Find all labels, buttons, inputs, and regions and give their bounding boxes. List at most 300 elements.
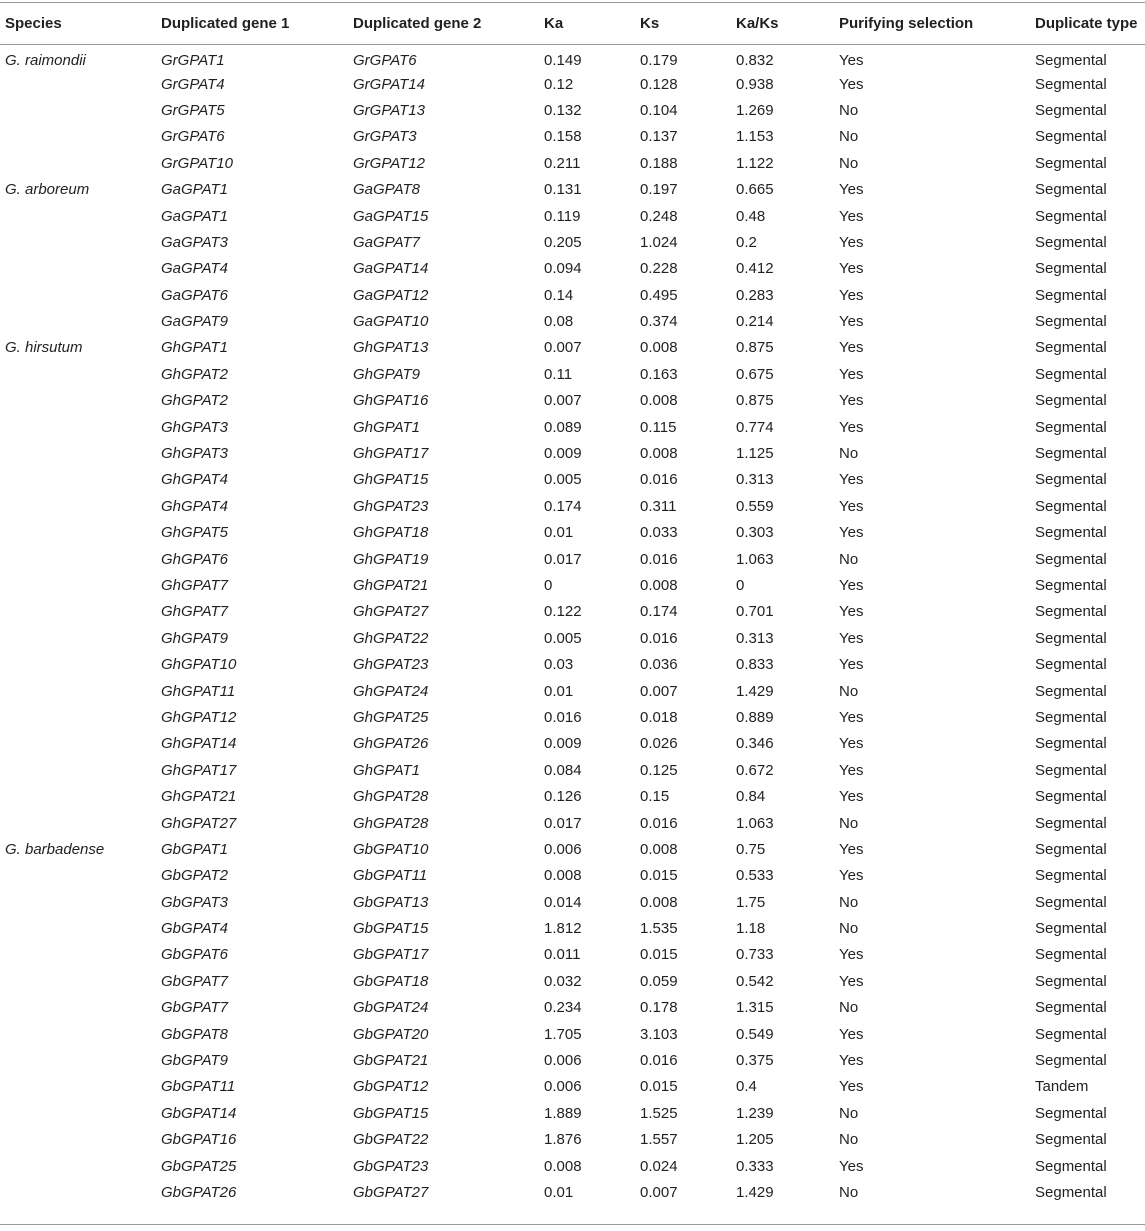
duplicate-type-cell: Segmental [1035, 101, 1107, 119]
kaks-cell: 1.269 [736, 101, 774, 119]
duplicate-type-cell: Segmental [1035, 1052, 1107, 1070]
ks-cell: 0.015 [640, 1078, 678, 1096]
table-row [0, 625, 1145, 651]
species-cell [0, 942, 156, 968]
table-row [0, 942, 1145, 968]
gene2-cell: GhGPAT26 [353, 735, 429, 753]
ka-cell: 0.094 [544, 260, 582, 278]
header-row [0, 3, 1145, 45]
kaks-cell: 0.774 [736, 418, 774, 436]
ks-cell: 0.197 [640, 181, 678, 199]
ks-cell: 0.008 [640, 893, 678, 911]
species-cell [0, 1074, 156, 1100]
gene1-cell: GaGPAT3 [161, 233, 228, 251]
gene2-cell: GhGPAT21 [353, 577, 429, 594]
ks-cell: 0.495 [640, 286, 678, 304]
ks-cell: 0.311 [640, 497, 677, 515]
header-type: Duplicate type [1030, 3, 1145, 45]
gene1-cell: GhGPAT21 [161, 788, 237, 806]
table-row [0, 203, 1145, 229]
gene2-cell: GrGPAT6 [353, 52, 417, 70]
table-row [0, 1047, 1145, 1073]
species-cell [0, 678, 156, 704]
duplicate-type-cell: Segmental [1035, 840, 1107, 858]
ka-cell: 0.008 [544, 1157, 582, 1175]
table-row [0, 467, 1145, 493]
gene1-cell: GhGPAT11 [161, 682, 236, 700]
table-row [0, 1100, 1145, 1126]
kaks-cell: 0.875 [736, 339, 774, 357]
header-ka: Ka [539, 3, 635, 45]
purifying-cell: Yes [839, 867, 864, 885]
duplicate-type-cell: Segmental [1035, 207, 1107, 225]
kaks-cell: 1.75 [736, 893, 766, 911]
duplicate-type-cell: Segmental [1035, 286, 1107, 304]
purifying-cell: Yes [839, 471, 864, 489]
gene2-cell: GaGPAT8 [353, 181, 420, 199]
species-cell [0, 124, 156, 150]
kaks-cell: 0.4 [736, 1078, 757, 1096]
purifying-cell: Yes [839, 708, 864, 726]
ks-cell: 0.008 [640, 392, 678, 410]
species-cell [0, 1153, 156, 1179]
duplicate-type-cell: Segmental [1035, 524, 1107, 542]
gene1-cell: GbGPAT14 [161, 1104, 237, 1122]
ks-cell: 0.007 [640, 682, 678, 700]
duplicate-type-cell: Segmental [1035, 867, 1107, 885]
gene1-cell: GhGPAT2 [161, 392, 228, 410]
gene2-cell: GaGPAT14 [353, 260, 429, 278]
ks-cell: 0.018 [640, 708, 678, 726]
gene2-cell: GbGPAT13 [353, 893, 429, 911]
ka-cell: 0.007 [544, 339, 582, 357]
header-ks: Ks [635, 3, 731, 45]
table-row [0, 731, 1145, 757]
ka-cell: 0.158 [544, 128, 582, 146]
gene1-cell: GbGPAT11 [161, 1078, 236, 1096]
ka-cell: 0.005 [544, 629, 582, 647]
purifying-cell: No [839, 154, 859, 172]
ka-cell: 0.08 [544, 313, 574, 331]
ks-cell: 0.024 [640, 1157, 678, 1175]
purifying-cell: Yes [839, 1052, 864, 1070]
gene2-cell: GhGPAT28 [353, 814, 429, 832]
ka-cell: 0.016 [544, 708, 582, 726]
purifying-cell: No [839, 682, 859, 700]
table-row [0, 863, 1145, 889]
purifying-cell: Yes [839, 181, 864, 199]
ks-cell: 0.104 [640, 101, 678, 119]
duplicate-type-cell: Segmental [1035, 999, 1107, 1017]
ks-cell: 0.016 [640, 629, 678, 647]
duplicate-type-cell: Segmental [1035, 893, 1107, 911]
purifying-cell: No [839, 550, 859, 568]
gene2-cell: GhGPAT22 [353, 629, 429, 647]
ks-cell: 0.163 [640, 365, 678, 383]
species-cell [0, 1127, 156, 1153]
table-row [0, 1153, 1145, 1179]
duplicate-type-cell: Segmental [1035, 761, 1107, 779]
ks-cell: 0.016 [640, 471, 678, 489]
kaks-cell: 0.733 [736, 946, 774, 964]
ks-cell: 3.103 [640, 1025, 678, 1043]
ks-cell: 1.024 [640, 233, 678, 251]
kaks-cell: 0.2 [736, 233, 757, 251]
gene2-cell: GbGPAT21 [353, 1052, 429, 1070]
duplicate-type-cell: Segmental [1035, 52, 1107, 70]
table-row [0, 97, 1145, 123]
kaks-cell: 0.559 [736, 497, 774, 515]
gene1-cell: GbGPAT26 [161, 1183, 237, 1201]
table-row [0, 361, 1145, 387]
table-row [0, 1074, 1145, 1100]
gene1-cell: GhGPAT2 [161, 365, 228, 383]
ka-cell: 0.005 [544, 471, 582, 489]
ks-cell: 0.228 [640, 260, 678, 278]
kaks-cell: 0.875 [736, 392, 774, 410]
kaks-cell: 0.832 [736, 52, 774, 70]
ks-cell: 0.008 [640, 445, 678, 463]
kaks-cell: 0.675 [736, 365, 774, 383]
gene1-cell: GbGPAT6 [161, 946, 228, 964]
species-cell [0, 520, 156, 546]
gene1-cell: GrGPAT6 [161, 128, 225, 146]
ka-cell: 0.007 [544, 392, 582, 410]
kaks-cell: 0.938 [736, 75, 774, 93]
duplicate-type-cell: Segmental [1035, 629, 1107, 647]
ka-cell: 1.812 [544, 920, 582, 938]
duplicate-type-cell: Segmental [1035, 181, 1107, 199]
ks-cell: 0.008 [640, 339, 678, 357]
gene2-cell: GhGPAT1 [353, 761, 420, 779]
gene1-cell: GhGPAT3 [161, 445, 228, 463]
gene2-cell: GhGPAT28 [353, 788, 429, 806]
gene2-cell: GaGPAT10 [353, 313, 429, 331]
species-cell [0, 308, 156, 334]
ka-cell: 0 [544, 577, 553, 594]
species-cell [0, 599, 156, 625]
species-cell: G. hirsutum [5, 339, 83, 357]
gene2-cell: GbGPAT20 [353, 1025, 429, 1043]
ks-cell: 0.008 [640, 577, 678, 594]
kaks-cell: 1.18 [736, 920, 766, 938]
gene2-cell: GhGPAT1 [353, 418, 420, 436]
purifying-cell: Yes [839, 1078, 864, 1096]
ka-cell: 1.705 [544, 1025, 582, 1043]
species-cell [0, 256, 156, 282]
ks-cell: 0.125 [640, 761, 678, 779]
duplicate-type-cell: Segmental [1035, 418, 1107, 436]
purifying-cell: Yes [839, 629, 864, 647]
purifying-cell: Yes [839, 603, 864, 621]
ka-cell: 0.126 [544, 788, 582, 806]
table-row [0, 995, 1145, 1021]
purifying-cell: Yes [839, 497, 864, 515]
purifying-cell: No [839, 128, 859, 146]
gene1-cell: GbGPAT7 [161, 999, 228, 1017]
ks-cell: 0.137 [640, 128, 678, 146]
ka-cell: 0.12 [544, 75, 574, 93]
species-cell [0, 361, 156, 387]
ks-cell: 0.016 [640, 814, 678, 832]
ks-cell: 0.016 [640, 550, 678, 568]
purifying-cell: Yes [839, 286, 864, 304]
header-kaks: Ka/Ks [731, 3, 834, 45]
ka-cell: 0.01 [544, 1183, 574, 1201]
gene2-cell: GaGPAT15 [353, 207, 429, 225]
duplicate-type-cell: Segmental [1035, 603, 1107, 621]
ks-cell: 1.525 [640, 1104, 678, 1122]
duplicate-type-cell: Segmental [1035, 339, 1107, 357]
gene2-cell: GbGPAT11 [353, 867, 428, 885]
ka-cell: 0.009 [544, 735, 582, 753]
ka-cell: 0.006 [544, 840, 582, 858]
gene2-cell: GhGPAT25 [353, 708, 429, 726]
purifying-cell: Yes [839, 233, 864, 251]
table-row [0, 810, 1145, 836]
gene2-cell: GhGPAT15 [353, 471, 429, 489]
species-cell [0, 995, 156, 1021]
duplicate-type-cell: Segmental [1035, 682, 1107, 700]
gene1-cell: GbGPAT2 [161, 867, 228, 885]
kaks-cell: 0.542 [736, 972, 774, 990]
gene1-cell: GrGPAT1 [161, 52, 225, 70]
gene1-cell: GaGPAT4 [161, 260, 228, 278]
gene1-cell: GhGPAT4 [161, 497, 228, 515]
kaks-cell: 0.701 [736, 603, 774, 621]
table-row [0, 124, 1145, 150]
duplicate-type-cell: Segmental [1035, 75, 1107, 93]
gene1-cell: GhGPAT4 [161, 471, 228, 489]
purifying-cell: Yes [839, 972, 864, 990]
gene1-cell: GaGPAT9 [161, 313, 228, 331]
species-cell [0, 915, 156, 941]
gene1-cell: GhGPAT7 [161, 577, 228, 594]
gene1-cell: GbGPAT16 [161, 1131, 237, 1149]
table-row [0, 71, 1145, 97]
purifying-cell: No [839, 920, 859, 938]
table-row [0, 335, 1145, 361]
gene2-cell: GbGPAT22 [353, 1131, 429, 1149]
gene1-cell: GbGPAT25 [161, 1157, 237, 1175]
ka-cell: 0.132 [544, 101, 582, 119]
ks-cell: 0.008 [640, 840, 678, 858]
table-row [0, 889, 1145, 915]
ks-cell: 1.535 [640, 920, 678, 938]
kaks-cell: 0.665 [736, 181, 774, 199]
kaks-cell: 1.153 [736, 128, 774, 146]
table-row [0, 1179, 1145, 1205]
ks-cell: 0.059 [640, 972, 678, 990]
ka-cell: 0.009 [544, 445, 582, 463]
purifying-cell: Yes [839, 52, 864, 70]
kaks-cell: 1.125 [736, 445, 774, 463]
gene1-cell: GaGPAT1 [161, 181, 228, 199]
table-row [0, 229, 1145, 255]
gene1-cell: GaGPAT1 [161, 207, 228, 225]
gene1-cell: GrGPAT4 [161, 75, 225, 93]
duplicate-type-cell: Segmental [1035, 445, 1107, 463]
species-cell [0, 97, 156, 123]
kaks-cell: 0.889 [736, 708, 774, 726]
purifying-cell: No [839, 814, 859, 832]
gene1-cell: GaGPAT6 [161, 286, 228, 304]
species-cell [0, 467, 156, 493]
purifying-cell: Yes [839, 1025, 864, 1043]
purifying-cell: Yes [839, 313, 864, 331]
ks-cell: 0.015 [640, 867, 678, 885]
table-row [0, 256, 1145, 282]
kaks-cell: 0.283 [736, 286, 774, 304]
table-row [0, 651, 1145, 677]
kaks-cell: 1.205 [736, 1131, 774, 1149]
purifying-cell: Yes [839, 1157, 864, 1175]
gene1-cell: GhGPAT27 [161, 814, 237, 832]
ks-cell: 0.374 [640, 313, 678, 331]
ks-cell: 1.557 [640, 1131, 678, 1149]
gene1-cell: GhGPAT6 [161, 550, 228, 568]
table-bottom-rule [0, 1224, 1145, 1225]
purifying-cell: Yes [839, 656, 864, 674]
duplicate-type-cell: Segmental [1035, 946, 1107, 964]
gene1-cell: GhGPAT17 [161, 761, 237, 779]
ka-cell: 0.006 [544, 1052, 582, 1070]
duplicate-type-cell: Segmental [1035, 708, 1107, 726]
gene2-cell: GbGPAT18 [353, 972, 429, 990]
purifying-cell: Yes [839, 577, 864, 594]
duplicate-type-cell: Segmental [1035, 1157, 1107, 1175]
ka-cell: 0.006 [544, 1078, 582, 1096]
ka-cell: 0.119 [544, 207, 581, 225]
duplicate-type-cell: Segmental [1035, 497, 1107, 515]
duplicate-type-cell: Segmental [1035, 550, 1107, 568]
table-row [0, 388, 1145, 414]
ka-cell: 1.876 [544, 1131, 582, 1149]
purifying-cell: Yes [839, 75, 864, 93]
table-row [0, 546, 1145, 572]
gene1-cell: GbGPAT9 [161, 1052, 228, 1070]
species-cell [0, 282, 156, 308]
purifying-cell: No [839, 999, 859, 1017]
gene2-cell: GbGPAT15 [353, 920, 429, 938]
table-row [0, 678, 1145, 704]
purifying-cell: No [839, 1131, 859, 1149]
purifying-cell: Yes [839, 418, 864, 436]
ka-cell: 0.032 [544, 972, 582, 990]
gene1-cell: GrGPAT5 [161, 101, 225, 119]
ka-cell: 0.01 [544, 682, 574, 700]
ka-cell: 0.017 [544, 550, 582, 568]
species-cell [0, 229, 156, 255]
gene2-cell: GhGPAT23 [353, 656, 429, 674]
species-cell [0, 572, 156, 598]
kaks-cell: 0.303 [736, 524, 774, 542]
duplicate-type-cell: Segmental [1035, 260, 1107, 278]
ks-cell: 0.036 [640, 656, 678, 674]
ka-cell: 0.01 [544, 524, 574, 542]
kaks-cell: 1.239 [736, 1104, 774, 1122]
gene2-cell: GhGPAT18 [353, 524, 429, 542]
kaks-cell: 0.346 [736, 735, 774, 753]
gene2-cell: GaGPAT7 [353, 233, 420, 251]
table-row [0, 308, 1145, 334]
ks-cell: 0.15 [640, 788, 670, 806]
ks-cell: 0.115 [640, 418, 677, 436]
species-cell: G. raimondii [5, 52, 86, 70]
duplicate-type-cell: Segmental [1035, 1131, 1107, 1149]
ka-cell: 0.234 [544, 999, 582, 1017]
purifying-cell: Yes [839, 392, 864, 410]
species-cell [0, 625, 156, 651]
species-cell [0, 388, 156, 414]
ka-cell: 1.889 [544, 1104, 582, 1122]
kaks-cell: 0.549 [736, 1025, 774, 1043]
gene2-cell: GhGPAT16 [353, 392, 429, 410]
table-row [0, 757, 1145, 783]
ka-cell: 0.14 [544, 286, 574, 304]
table-row [0, 572, 1145, 598]
duplicate-type-cell: Segmental [1035, 154, 1107, 172]
species-cell [0, 546, 156, 572]
species-cell [0, 889, 156, 915]
gene1-cell: GbGPAT1 [161, 840, 228, 858]
gene2-cell: GbGPAT15 [353, 1104, 429, 1122]
duplicate-type-cell: Segmental [1035, 972, 1107, 990]
kaks-cell: 1.122 [736, 154, 774, 172]
table-row [0, 915, 1145, 941]
ks-cell: 0.188 [640, 154, 678, 172]
species-cell: G. arboreum [5, 181, 90, 199]
table-row [0, 150, 1145, 176]
gene1-cell: GhGPAT3 [161, 418, 228, 436]
kaks-cell: 0.533 [736, 867, 774, 885]
species-cell [0, 493, 156, 519]
species-cell: G. barbadense [5, 840, 105, 858]
kaks-cell: 0.412 [736, 260, 774, 278]
duplicate-type-cell: Segmental [1035, 392, 1107, 410]
gene2-cell: GhGPAT23 [353, 497, 429, 515]
table-row [0, 282, 1145, 308]
kaks-cell: 1.315 [736, 999, 774, 1017]
purifying-cell: Yes [839, 788, 864, 806]
duplicate-type-cell: Segmental [1035, 313, 1107, 331]
species-cell [0, 150, 156, 176]
gene2-cell: GhGPAT19 [353, 550, 429, 568]
table-row [0, 520, 1145, 546]
gene1-cell: GhGPAT7 [161, 603, 228, 621]
duplicate-type-cell: Segmental [1035, 1183, 1107, 1201]
duplicate-type-cell: Segmental [1035, 577, 1107, 594]
gene2-cell: GbGPAT27 [353, 1183, 429, 1201]
species-cell [0, 1021, 156, 1047]
species-cell [0, 1179, 156, 1205]
table-row [0, 493, 1145, 519]
table-row [0, 599, 1145, 625]
ks-cell: 0.026 [640, 735, 678, 753]
ks-cell: 0.178 [640, 999, 678, 1017]
gene2-cell: GaGPAT12 [353, 286, 429, 304]
purifying-cell: No [839, 893, 859, 911]
gene2-cell: GhGPAT24 [353, 682, 429, 700]
gene2-cell: GrGPAT14 [353, 75, 425, 93]
species-cell [0, 1047, 156, 1073]
purifying-cell: No [839, 445, 859, 463]
table-row [0, 45, 1145, 71]
ka-cell: 0.03 [544, 656, 574, 674]
duplicate-type-cell: Segmental [1035, 128, 1107, 146]
gene2-cell: GhGPAT17 [353, 445, 429, 463]
ka-cell: 0.131 [544, 181, 582, 199]
